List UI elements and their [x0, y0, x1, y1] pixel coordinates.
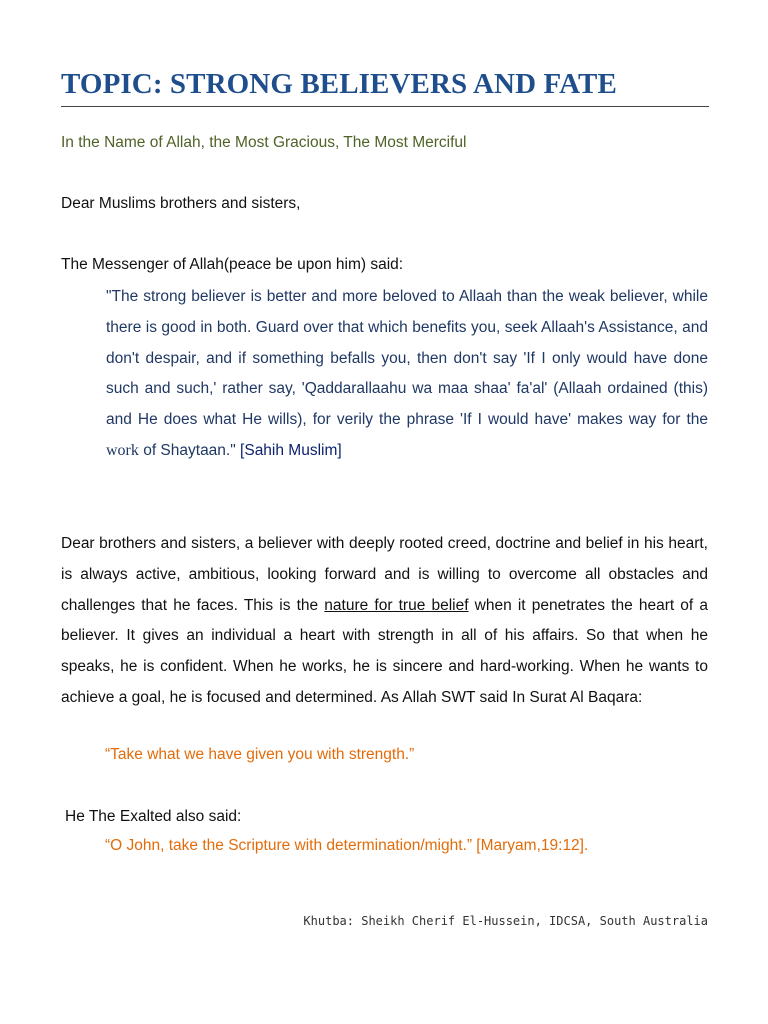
- body-paragraph: [61, 529, 708, 714]
- hadith-text: "The strong believer is better and more beloved to Allaah than the weak believer, while there is good in both. Guard over that which benefits you, seek Allaah's Assistance, and don't despair, and if something befalls you, then don't say 'If I only would have done such and such,' rather say, 'Qaddarallaahu wa maa shaa' fa'al' (Allaah ordained (this) and He does what He wills), for verily the phrase 'If I would have' makes way for the: [106, 288, 708, 429]
- hadith-text-end: of Shaytaan.": [138, 441, 241, 459]
- also-said-line: He The Exalted also said:: [65, 808, 242, 825]
- quran-quote-maryam: “O John, take the Scripture with determination/might.” [Maryam,19:12].: [105, 837, 589, 854]
- paragraph-text: Dear brothers and sisters, a believer with deeply rooted creed, doctrine and belief in his heart, is always active, ambitious, looking forward and is willing to overcome all obstacles and challenges that he faces. This is the: [61, 535, 708, 614]
- hadith-source: [Sahih Muslim]: [240, 441, 342, 459]
- page-title: TOPIC: STRONG BELIEVERS AND FATE: [61, 68, 617, 100]
- salutation: Dear Muslims brothers and sisters,: [61, 195, 301, 212]
- hadith-work-word: work: [106, 441, 139, 459]
- title-divider: [61, 106, 709, 107]
- hadith-intro: The Messenger of Allah(peace be upon him) said:: [61, 256, 404, 273]
- bismillah-line: In the Name of Allah, the Most Gracious, The Most Merciful: [61, 134, 467, 151]
- paragraph-text-end: when it penetrates the heart of a believer. It gives an individual a heart with strength in all of his affairs. So that when he speaks, he is confident. When he works, he is sincere and hard-working. When he wants to achieve a goal, he is focused and determined. As Allah SWT said In Surat Al Baqara:: [61, 596, 708, 706]
- underlined-phrase: nature for true belief: [324, 596, 469, 614]
- quran-quote-baqara: “Take what we have given you with strength.”: [105, 746, 415, 763]
- hadith-quote: [106, 282, 708, 467]
- khutba-credit: Khutba: Sheikh Cherif El-Hussein, IDCSA, South Australia: [303, 914, 708, 928]
